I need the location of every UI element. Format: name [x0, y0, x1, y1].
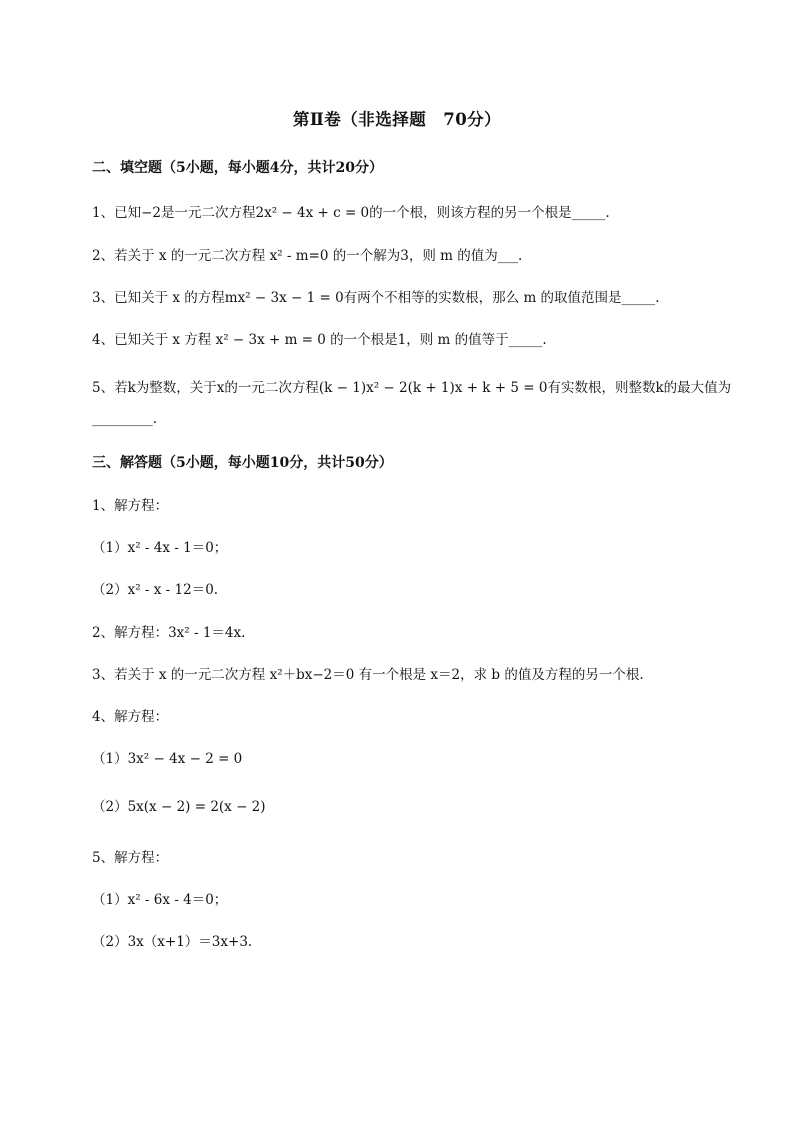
fill-question-2: 2、若关于 x 的一元二次方程 x² - m=0 的一个解为3，则 m 的值为___. [92, 248, 523, 264]
answer-line: （1）x² - 4x - 1＝0； [92, 540, 228, 556]
answer-line: 4、解方程： [92, 709, 169, 725]
page-title: 第Ⅱ卷（非选择题 70分） [292, 110, 502, 129]
section-heading-fill-in: 二、填空题（5小题，每小题4分，共计20分） [92, 160, 383, 176]
answer-line: （2）5x(x − 2) = 2(x − 2) [92, 799, 266, 815]
fill-question-5: 5、若k为整数，关于x的一元二次方程(k − 1)x² − 2(k + 1)x + k + 5 = 0有实数根，则整数k的最大值为 [92, 380, 732, 396]
fill-question-1: 1、已知−2是一元二次方程2x² − 4x + c = 0的一个根，则该方程的另一个根是_____. [92, 205, 610, 221]
answer-line: 1、解方程： [92, 498, 169, 514]
answer-line: 5、解方程： [92, 850, 169, 866]
fill-question-4: 4、已知关于 x 方程 x² − 3x + m = 0 的一个根是1，则 m 的值等于_____. [92, 332, 547, 348]
answer-line: （1）3x² − 4x − 2 = 0 [92, 751, 243, 767]
section-heading-answer: 三、解答题（5小题，每小题10分，共计50分） [92, 455, 393, 471]
answer-line: （1）x² - 6x - 4＝0； [92, 892, 228, 908]
answer-line: 3、若关于 x 的一元二次方程 x²＋bx−2＝0 有一个根是 x＝2，求 b 的值及方程的另一个根. [92, 667, 644, 683]
answer-line: （2）3x（x+1）＝3x+3. [92, 934, 253, 950]
answer-line: 2、解方程：3x² - 1＝4x. [92, 625, 246, 641]
answer-line: （2）x² - x - 12＝0. [92, 582, 219, 598]
fill-question-5-blank: _________. [92, 411, 158, 427]
fill-question-3: 3、已知关于 x 的方程mx² − 3x − 1 = 0有两个不相等的实数根，那么 m 的取值范围是_____. [92, 290, 660, 306]
